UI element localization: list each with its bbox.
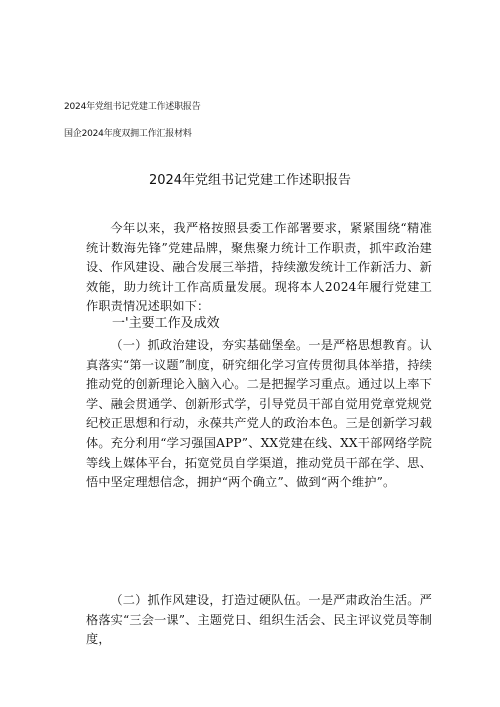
- paragraph-work-style: （二）抓作风建设，打造过硬队伍。一是严肃政治生活。严格落实“三会一课”、主题党日、组织生活会、民主评议党员等制度，: [86, 593, 432, 647]
- header-line-title: 2024年党组书记党建工作述职报告: [64, 102, 201, 112]
- header-line-subtitle: 国企2024年度双拥工作汇报材料: [64, 129, 192, 139]
- section-heading-main-work: 一'主要工作及成效: [112, 316, 220, 331]
- document-title: 2024年党组书记党建工作述职报告: [148, 173, 352, 188]
- intro-paragraph: 今年以来，我严格按照县委工作部署要求，紧紧围绕“精准统计数海先锋”党建品牌，聚焦聚力统计工作职责，抓牢政治建设、作风建设、融合发展三举措，持续激发统计工作新活力、新效能，助力统计工作高质量发展。现将本人2024年履行党建工作职责情况述职如下：: [86, 221, 432, 314]
- paragraph-political-building: （一）抓政治建设，夯实基础堡垒。一是严格思想教育。认真落实“第一议题”制度，研究细化学习宣传贯彻具体举措，持续推动党的创新理论入脑入心。二是把握学习重点。通过以上率下学、融会贯通学、创新形式学，引导党员干部自觉用党章党规党纪校正思想和行动，永葆共产党人的政治本色。三是创新学习载体。充分利用“学习强国APP”、XX党建在线、XX干部网络学院等线上媒体平台，拓宽党员自学渠道，推动党员干部在学、思、悟中坚定理想信念，拥护“两个确立”、做到“两个维护”。: [86, 338, 432, 490]
